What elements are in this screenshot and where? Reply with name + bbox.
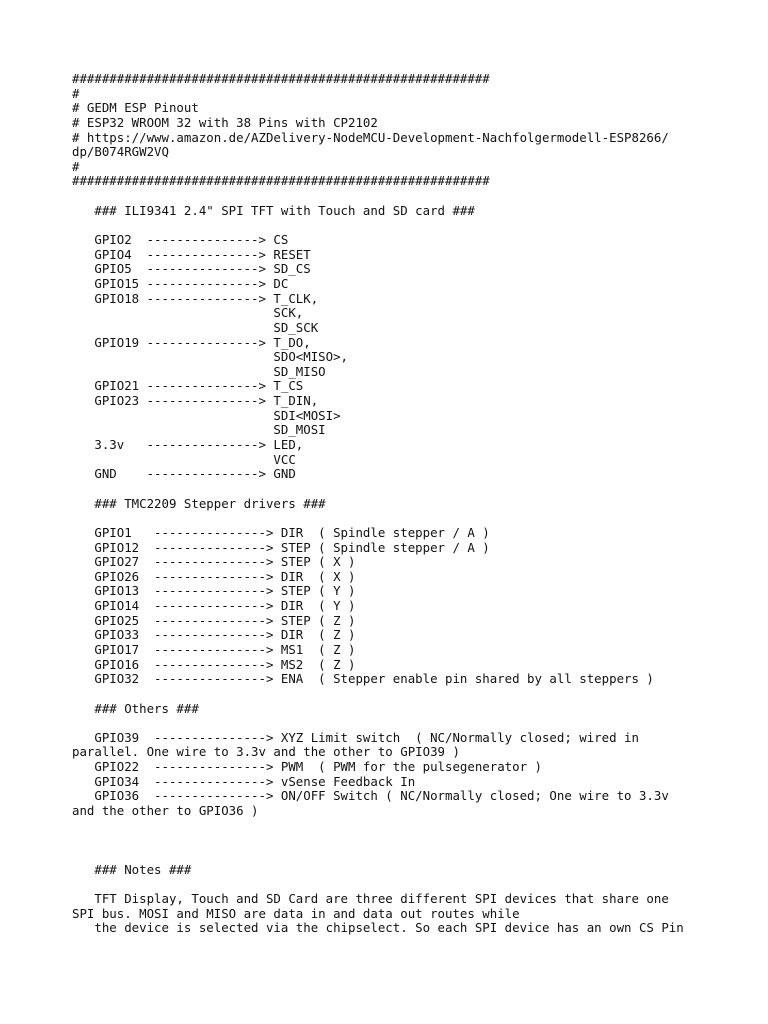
stepper-pin-line: GPIO25 ---------------> STEP ( Z ): [72, 612, 356, 628]
board-url: # https://www.amazon.de/AZDelivery-NodeMCU-Development-Nachfolgermodell-ESP8266/: [72, 129, 669, 145]
board-description: # ESP32 WROOM 32 with 38 Pins with CP2102: [72, 114, 378, 130]
blank-line: [72, 189, 702, 204]
pin-mapping-line: 3.3v ---------------> LED,: [72, 437, 304, 453]
stepper-pin-line: GPIO12 ---------------> STEP ( Spindle stepper / A ): [72, 539, 490, 555]
stepper-pin-line: GPIO32 ---------------> ENA ( Stepper enable pin shared by all steppers ): [72, 671, 654, 687]
pin-mapping-continuation: SDO<MISO>,: [72, 349, 349, 365]
other-pin-line: GPIO34 ---------------> vSense Feedback In: [72, 773, 416, 789]
pin-mapping-line: GPIO21 ---------------> T_CS: [72, 378, 304, 394]
header-separator-top: ########################################################: [72, 71, 490, 86]
pin-mapping-continuation: SD_MISO: [72, 363, 326, 379]
pin-mapping-line: GPIO4 ---------------> RESET: [72, 246, 311, 262]
stepper-pin-line: GPIO26 ---------------> DIR ( X ): [72, 568, 356, 584]
other-pin-line: GPIO22 ---------------> PWM ( PWM for the pulsegenerator ): [72, 759, 542, 775]
pin-mapping-line: GPIO5 ---------------> SD_CS: [72, 261, 311, 277]
blank-line: [72, 819, 702, 834]
blank-line: [72, 848, 702, 863]
stepper-pin-line: GPIO33 ---------------> DIR ( Z ): [72, 627, 356, 643]
section-heading-others: ### Others ###: [72, 700, 199, 716]
other-pin-continuation: and the other to GPIO36 ): [72, 803, 259, 819]
blank-line: [72, 877, 702, 892]
other-pin-line: GPIO36 ---------------> ON/OFF Switch ( NC/Normally closed; One wire to 3.3v: [72, 788, 669, 804]
pin-mapping-continuation: VCC: [72, 451, 296, 467]
stepper-pin-line: GPIO13 ---------------> STEP ( Y ): [72, 583, 356, 599]
notes-text-line: TFT Display, Touch and SD Card are three different SPI devices that share one: [72, 890, 669, 906]
doc-title: # GEDM ESP Pinout: [72, 100, 199, 116]
notes-text-line: the device is selected via the chipselect. So each SPI device has an own CS Pin: [72, 920, 684, 936]
pin-mapping-line: GPIO2 ---------------> CS: [72, 232, 289, 248]
pin-mapping-continuation: SD_SCK: [72, 319, 319, 335]
stepper-pin-line: GPIO17 ---------------> MS1 ( Z ): [72, 641, 356, 657]
stepper-pin-line: GPIO1 ---------------> DIR ( Spindle stepper / A ): [72, 524, 490, 540]
pin-mapping-line: GND ---------------> GND: [72, 466, 296, 482]
stepper-pin-line: GPIO14 ---------------> DIR ( Y ): [72, 598, 356, 614]
blank-line: [72, 482, 702, 497]
pin-mapping-continuation: SCK,: [72, 305, 304, 321]
other-pin-line: GPIO39 ---------------> XYZ Limit switch ( NC/Normally closed; wired in: [72, 729, 639, 745]
section-heading-notes: ### Notes ###: [72, 861, 192, 877]
blank-line: [72, 687, 702, 702]
pin-mapping-continuation: SDI<MOSI>: [72, 407, 341, 423]
pin-mapping-line: GPIO15 ---------------> DC: [72, 275, 289, 291]
blank-line: [72, 218, 702, 233]
board-url-continued: dp/B074RGW2VQ: [72, 144, 169, 160]
blank-line: [72, 716, 702, 731]
notes-text-line: SPI bus. MOSI and MISO are data in and data out routes while: [72, 905, 520, 921]
document-page: [72, 72, 702, 936]
stepper-pin-line: GPIO27 ---------------> STEP ( X ): [72, 554, 356, 570]
header-separator-bottom: ########################################################: [72, 173, 490, 189]
section-heading-stepper: ### TMC2209 Stepper drivers ###: [72, 495, 326, 511]
pin-mapping-line: GPIO23 ---------------> T_DIN,: [72, 393, 319, 409]
pin-mapping-line: GPIO18 ---------------> T_CLK,: [72, 290, 319, 306]
header-comment-blank: #: [72, 85, 80, 101]
section-heading-tft: ### ILI9341 2.4" SPI TFT with Touch and SD card ###: [72, 202, 475, 218]
header-comment-blank: #: [72, 158, 80, 174]
pin-mapping-continuation: SD_MOSI: [72, 422, 326, 438]
pin-mapping-line: GPIO19 ---------------> T_DO,: [72, 334, 311, 350]
blank-line: [72, 833, 702, 848]
other-pin-continuation: parallel. One wire to 3.3v and the other to GPIO39 ): [72, 744, 460, 760]
stepper-pin-line: GPIO16 ---------------> MS2 ( Z ): [72, 656, 356, 672]
blank-line: [72, 511, 702, 526]
